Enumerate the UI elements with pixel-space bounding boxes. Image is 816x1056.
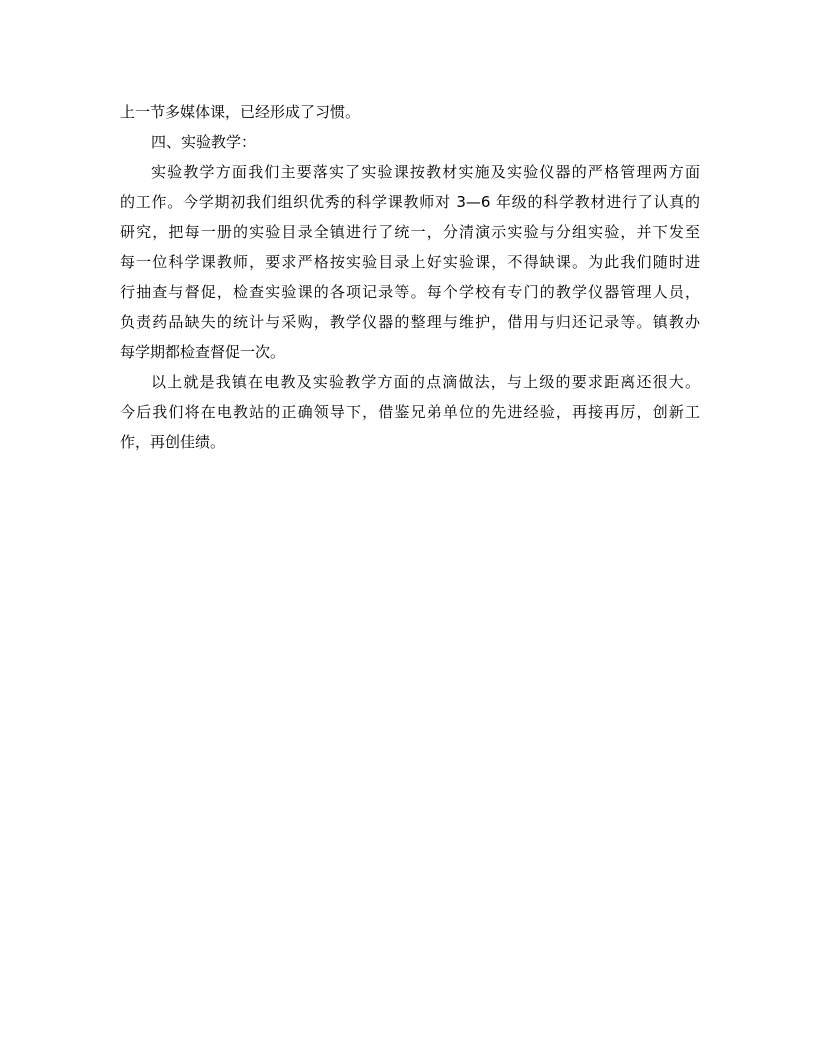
paragraph-line: 作，再创佳绩。 [120,433,226,451]
paragraph-line: 每一位科学课教师，要求严格按实验目录上好实验课，不得缺课。为此我们随时进 [120,253,700,271]
paragraph-line: 的工作。今学期初我们组织优秀的科学课教师对 3—6 年级的科学教材进行了认真的 [120,193,700,211]
paragraph-line: 负责药品缺失的统计与采购，教学仪器的整理与维护，借用与归还记录等。镇教办 [120,313,700,331]
paragraph-line: 每学期都检查督促一次。 [120,343,286,361]
document-body [120,97,700,457]
paragraph-line: 以上就是我镇在电教及实验教学方面的点滴做法，与上级的要求距离还很大。 [151,373,700,391]
paragraph-line: 研究，把每一册的实验目录全镇进行了统一，分清演示实验与分组实验，并下发至 [120,223,700,241]
paragraph-line: 今后我们将在电教站的正确领导下，借鉴兄弟单位的先进经验，再接再厉，创新工 [120,403,700,421]
section-heading: 四、实验教学： [151,133,257,151]
paragraph-line: 实验教学方面我们主要落实了实验课按教材实施及实验仪器的严格管理两方面 [151,163,700,181]
paragraph-line: 行抽查与督促，检查实验课的各项记录等。每个学校有专门的教学仪器管理人员， [120,283,700,301]
paragraph-line: 上一节多媒体课，已经形成了习惯。 [120,103,361,121]
